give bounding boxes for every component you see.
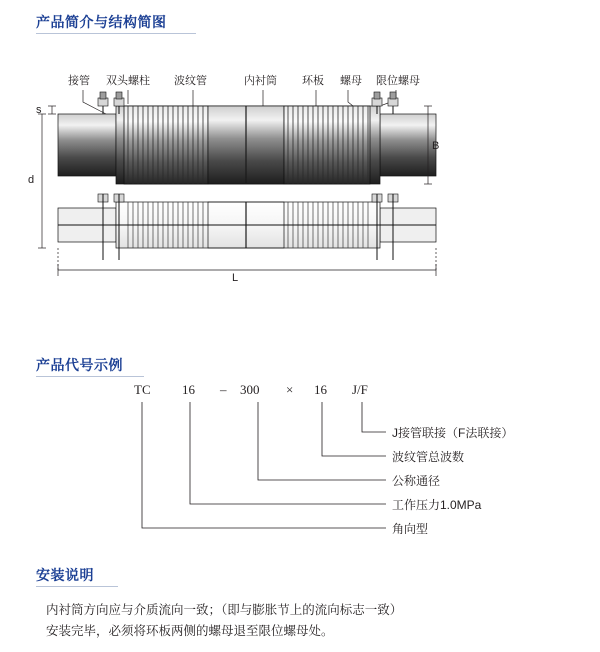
code-token-times: × <box>286 382 294 397</box>
code-token-waves: 16 <box>314 382 327 397</box>
code-token-connection: J/F <box>352 382 368 397</box>
code-token-pressure: 16 <box>182 382 195 397</box>
product-code-example <box>36 380 566 550</box>
code-desc-type: 角向型 <box>392 522 429 536</box>
callout-label-liner: 内衬筒 <box>244 75 277 87</box>
callout-label-ring-plate: 环板 <box>302 75 324 87</box>
install-line-2: 安装完毕，必须将环板两侧的螺母退至限位螺母处。 <box>46 624 334 638</box>
structure-diagram <box>28 62 573 292</box>
dimension-label-s: s <box>36 104 42 116</box>
callout-label-stud: 双头螺柱 <box>106 75 150 87</box>
page-title-install: 安装说明 <box>36 567 94 583</box>
callout-label-bellows: 波纹管 <box>174 75 207 87</box>
code-desc-pressure: 工作压力1.0MPa <box>392 498 482 512</box>
diagram-svg <box>28 62 573 292</box>
callout-label-nut: 螺母 <box>340 75 362 87</box>
code-token-dash: – <box>220 382 227 397</box>
install-line-1: 内衬筒方向应与介质流向一致；（即与膨胀节上的流向标志一致） <box>46 603 403 617</box>
page-title-intro: 产品简介与结构简图 <box>36 14 167 30</box>
dimension-label-L: L <box>232 272 239 284</box>
dimension-label-d: d <box>28 174 35 186</box>
callout-label-limit-nut: 限位螺母 <box>376 75 420 87</box>
code-desc-diameter: 公称通径 <box>392 474 441 488</box>
install-instructions <box>46 600 566 642</box>
code-token-type: TC <box>134 382 151 397</box>
callout-label-pipe: 接管 <box>68 75 90 87</box>
dimension-label-B: B <box>432 140 440 152</box>
title-underline-install <box>36 586 118 587</box>
code-desc-connection: J接管联接（F法联接） <box>392 426 514 440</box>
title-underline-code <box>36 376 144 377</box>
code-leader-lines <box>36 380 566 550</box>
code-desc-waves: 波纹管总波数 <box>392 450 465 464</box>
page-title-code: 产品代号示例 <box>36 357 123 373</box>
code-token-diameter: 300 <box>240 382 260 397</box>
title-underline-intro <box>36 33 196 34</box>
